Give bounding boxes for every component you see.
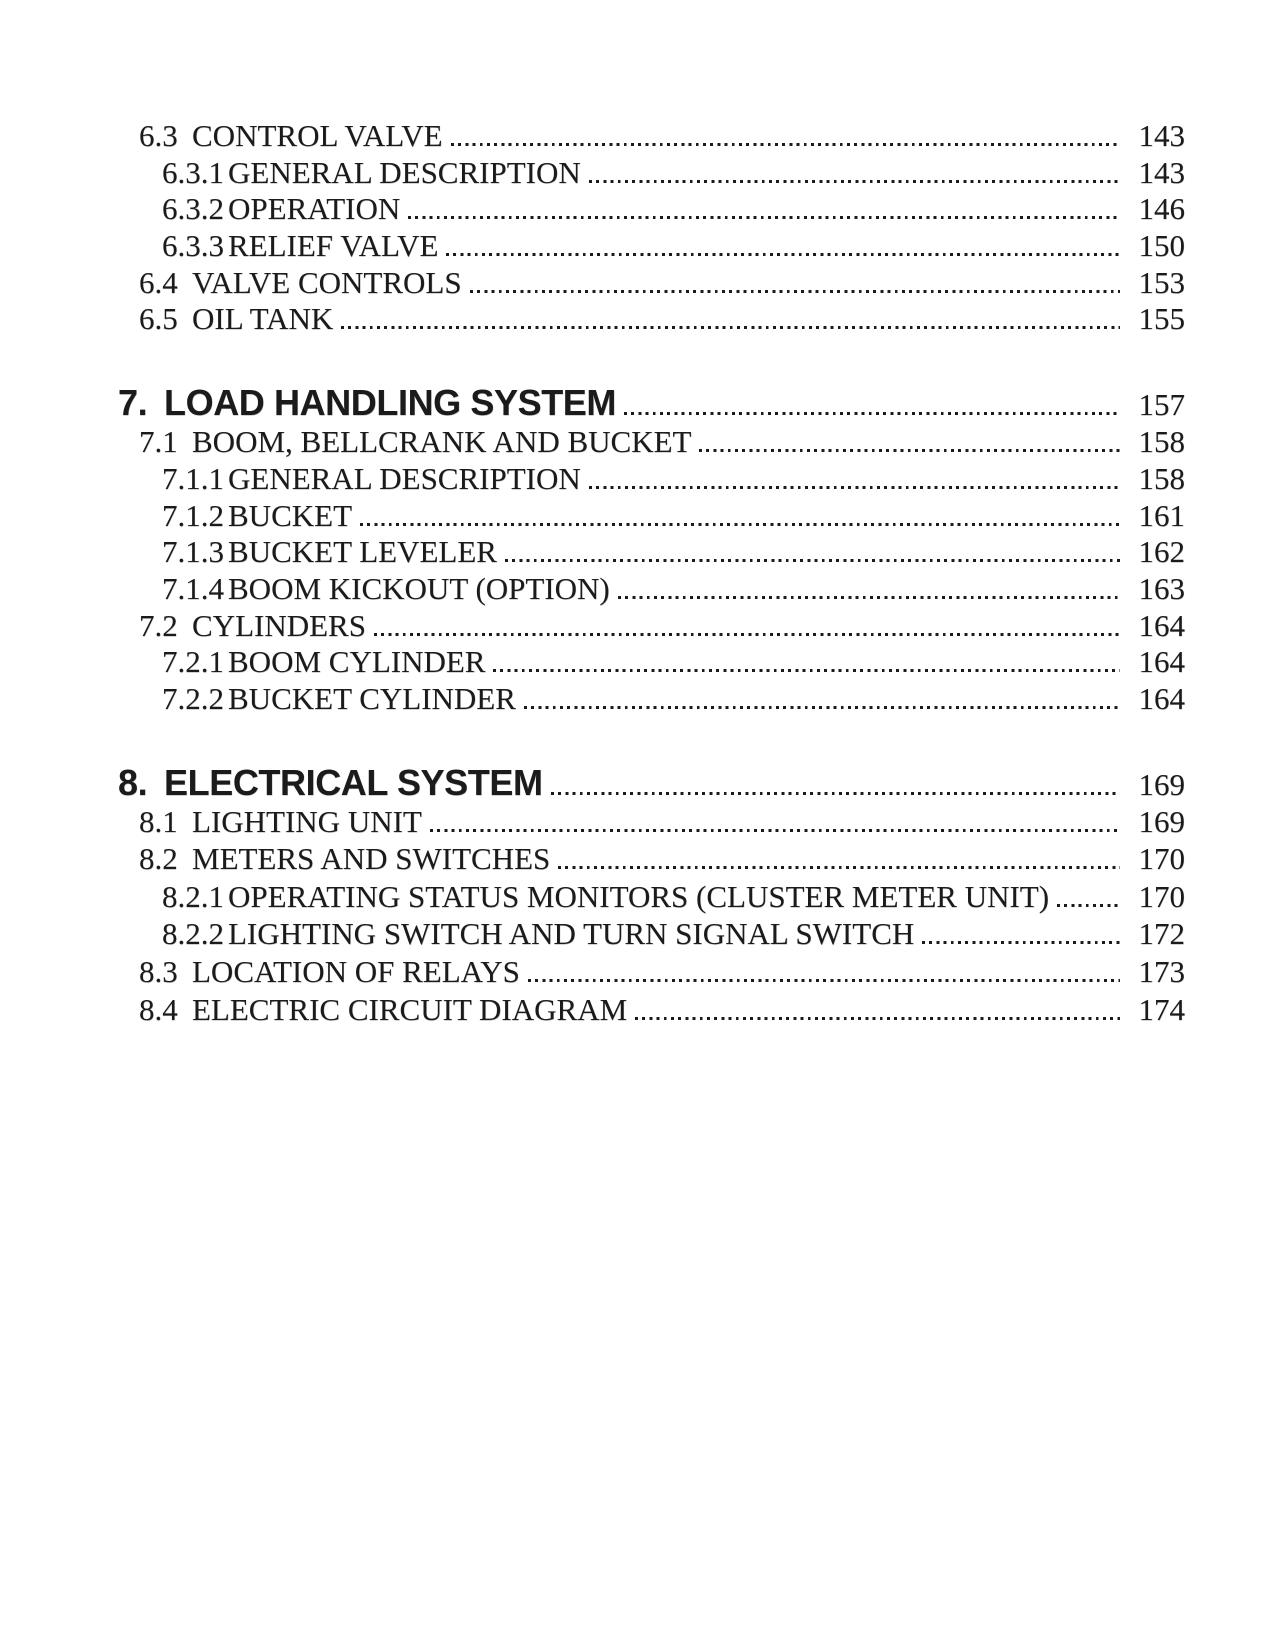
toc-entry-number: 8.1 [139,803,178,839]
toc-entry-number: 8.3 [139,954,178,989]
dot-leader [1057,903,1120,907]
toc-entry-page: 153 [1138,264,1185,300]
toc-entry-number: 7.2.2 [162,680,224,716]
toc-entry-title: CYLINDERS [192,607,366,643]
toc-entry-page: 143 [1138,118,1185,153]
toc-entry-title: VALVE CONTROLS [192,264,462,300]
toc-entry-page: 157 [1138,387,1185,423]
dot-leader [451,142,1120,146]
toc-entry-row [0,191,1275,228]
toc-entry-title: GENERAL DESCRIPTION [228,154,581,190]
dot-leader [524,705,1120,709]
toc-chapter-heading-row [0,382,1275,424]
toc-entry-row [0,681,1275,718]
toc-entry-number: 7.1.2 [162,497,224,533]
toc-entry-page: 163 [1138,570,1185,606]
toc-entry-number: 7.2.1 [162,644,224,680]
dot-leader [922,940,1120,944]
toc-entry-row [0,155,1275,192]
toc-entry-title: OPERATING STATUS MONITORS (CLUSTER METER UNIT) [228,878,1050,914]
toc-entry-number: 6.4 [139,264,178,300]
toc-entry-title: LIGHTING UNIT [192,803,422,839]
toc-entry-number: 7.1.4 [162,570,224,606]
toc-entry-title: BOOM, BELLCRANK AND BUCKET [192,424,692,460]
dot-leader [408,215,1120,219]
toc-entry-page: 170 [1138,878,1185,914]
toc-entry-title: METERS AND SWITCHES [192,841,551,877]
toc-entry-row [0,265,1275,302]
toc-entry-row [0,424,1275,461]
dot-leader [589,179,1120,183]
toc-entry-row [0,228,1275,265]
toc-entry-page: 162 [1138,534,1185,570]
toc-entry-title: GENERAL DESCRIPTION [228,460,581,496]
toc-entry-row [0,804,1275,842]
toc-entry-page: 158 [1138,460,1185,496]
toc-entry-row [0,644,1275,681]
toc-entry-row [0,608,1275,645]
toc-entry-row [0,118,1275,155]
toc-entry-page: 164 [1138,607,1185,643]
toc-entry-number: 7.1.1 [162,460,224,496]
toc-entry-title: LIGHTING SWITCH AND TURN SIGNAL SWITCH [228,916,915,952]
toc-entry-title: BUCKET LEVELER [228,534,497,570]
toc-entry-row [0,916,1275,954]
toc-entry-row [0,534,1275,571]
toc-entry-number: 7.2 [139,607,178,643]
dot-leader [360,522,1120,526]
toc-entry-title: LOAD HANDLING SYSTEM [164,382,617,424]
toc-entry-title: BOOM CYLINDER [228,644,486,680]
dot-leader [430,828,1120,832]
toc-entry-page: 143 [1138,154,1185,190]
toc-entry-row [0,841,1275,879]
table-of-contents [0,118,1275,1029]
toc-entry-title: RELIEF VALVE [228,228,439,264]
dot-leader [446,252,1120,256]
dot-leader [699,448,1120,452]
dot-leader [470,289,1120,293]
dot-leader [493,668,1120,672]
toc-entry-title: BUCKET [228,497,352,533]
toc-entry-page: 164 [1138,644,1185,680]
toc-entry-row [0,571,1275,608]
toc-entry-number: 7.1 [139,424,178,460]
dot-leader [624,411,1120,415]
dot-leader [635,1016,1120,1020]
toc-entry-number: 6.3 [139,118,178,153]
dot-leader [528,978,1120,982]
dot-leader [558,865,1120,869]
toc-entry-page: 169 [1138,766,1185,802]
toc-entry-number: 7.1.3 [162,534,224,570]
toc-entry-number: 8.4 [139,991,178,1027]
dot-leader [505,558,1120,562]
toc-entry-number: 6.3.1 [162,154,224,190]
toc-entry-page: 170 [1138,841,1185,877]
toc-entry-number: 6.3.2 [162,191,224,227]
toc-entry-number: 8.2.2 [162,916,224,952]
toc-entry-row [0,992,1275,1030]
toc-entry-title: CONTROL VALVE [192,118,443,153]
toc-entry-page: 172 [1138,916,1185,952]
toc-entry-number: 6.5 [139,301,178,337]
toc-entry-row [0,954,1275,992]
toc-entry-title: LOCATION OF RELAYS [192,954,520,989]
toc-entry-number: 7. [118,382,148,424]
toc-entry-title: ELECTRICAL SYSTEM [164,761,543,803]
toc-entry-page: 164 [1138,680,1185,716]
toc-entry-page: 174 [1138,991,1185,1027]
toc-entry-page: 158 [1138,424,1185,460]
dot-leader [374,632,1120,636]
dot-leader [589,485,1120,489]
toc-entry-number: 8. [118,761,148,803]
toc-entry-page: 161 [1138,497,1185,533]
toc-entry-title: ELECTRIC CIRCUIT DIAGRAM [192,991,628,1027]
toc-entry-page: 150 [1138,228,1185,264]
toc-entry-row [0,461,1275,498]
toc-entry-row [0,879,1275,917]
toc-entry-page: 173 [1138,954,1185,989]
toc-chapter-heading-row [0,762,1275,804]
toc-entry-page: 169 [1138,803,1185,839]
toc-entry-title: BOOM KICKOUT (OPTION) [228,570,610,606]
toc-entry-title: OIL TANK [192,301,334,337]
toc-entry-row [0,498,1275,535]
dot-leader [618,595,1120,599]
toc-entry-page: 155 [1138,301,1185,337]
toc-entry-number: 6.3.3 [162,228,224,264]
toc-entry-title: BUCKET CYLINDER [228,680,516,716]
toc-entry-number: 8.2.1 [162,878,224,914]
dot-leader [551,791,1120,795]
toc-entry-page: 146 [1138,191,1185,227]
toc-entry-row [0,301,1275,338]
toc-entry-title: OPERATION [228,191,401,227]
dot-leader [341,325,1120,329]
toc-entry-number: 8.2 [139,841,178,877]
